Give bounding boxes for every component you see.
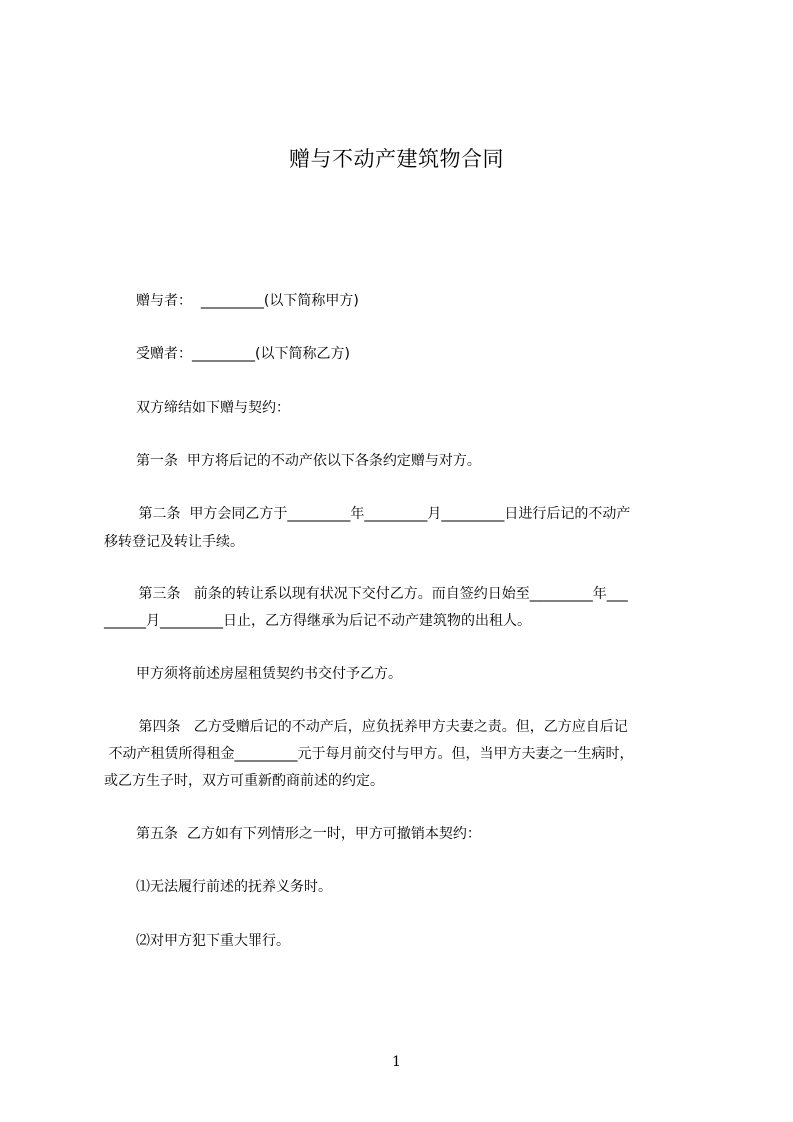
article-3-line-1: 第三条 前条的转让系以现有状况下交付乙方。而自签约日始至_________年___ <box>134 586 628 602</box>
article-3-line-2: ______月_________日止，乙方得继承为后记不动产建筑物的出租人。 <box>104 613 531 629</box>
lease-handover-line: 甲方须将前述房屋租赁契约书交付予乙方。 <box>136 666 402 682</box>
agreement-intro: 双方缔结如下赠与契约： <box>136 400 290 416</box>
donor-line: 赠与者： _________(以下简称甲方) <box>136 293 359 309</box>
article-5-item-1: ⑴无法履行前述的抚养义务时。 <box>136 879 332 895</box>
article-5-item-2: ⑵对甲方犯下重大罪行。 <box>136 933 290 949</box>
article-4-line-3: 或乙方生子时，双方可重新酌商前述的约定。 <box>104 773 384 789</box>
article-4-line-2: 不动产租赁所得租金_________元于每月前交付与甲方。但，当甲方夫妻之一生病时， <box>104 746 634 762</box>
document-title: 赠与不动产建筑物合同 <box>289 147 504 171</box>
article-1: 第一条 甲方将后记的不动产依以下各条约定赠与对方。 <box>136 453 481 469</box>
page-number: 1 <box>392 1054 401 1070</box>
article-5: 第五条 乙方如有下列情形之一时，甲方可撤销本契约： <box>136 826 481 842</box>
article-2-line-1: 第二条 甲方会同乙方于_________年_________月_________日进行后记的不动产 <box>134 506 631 522</box>
article-4-line-1: 第四条 乙方受赠后记的不动产后，应负抚养甲方夫妻之责。但，乙方应自后记 <box>134 719 628 735</box>
donee-line: 受赠者：_________(以下简称乙方) <box>136 346 350 362</box>
article-2-line-2: 移转登记及转让手续。 <box>104 534 244 550</box>
